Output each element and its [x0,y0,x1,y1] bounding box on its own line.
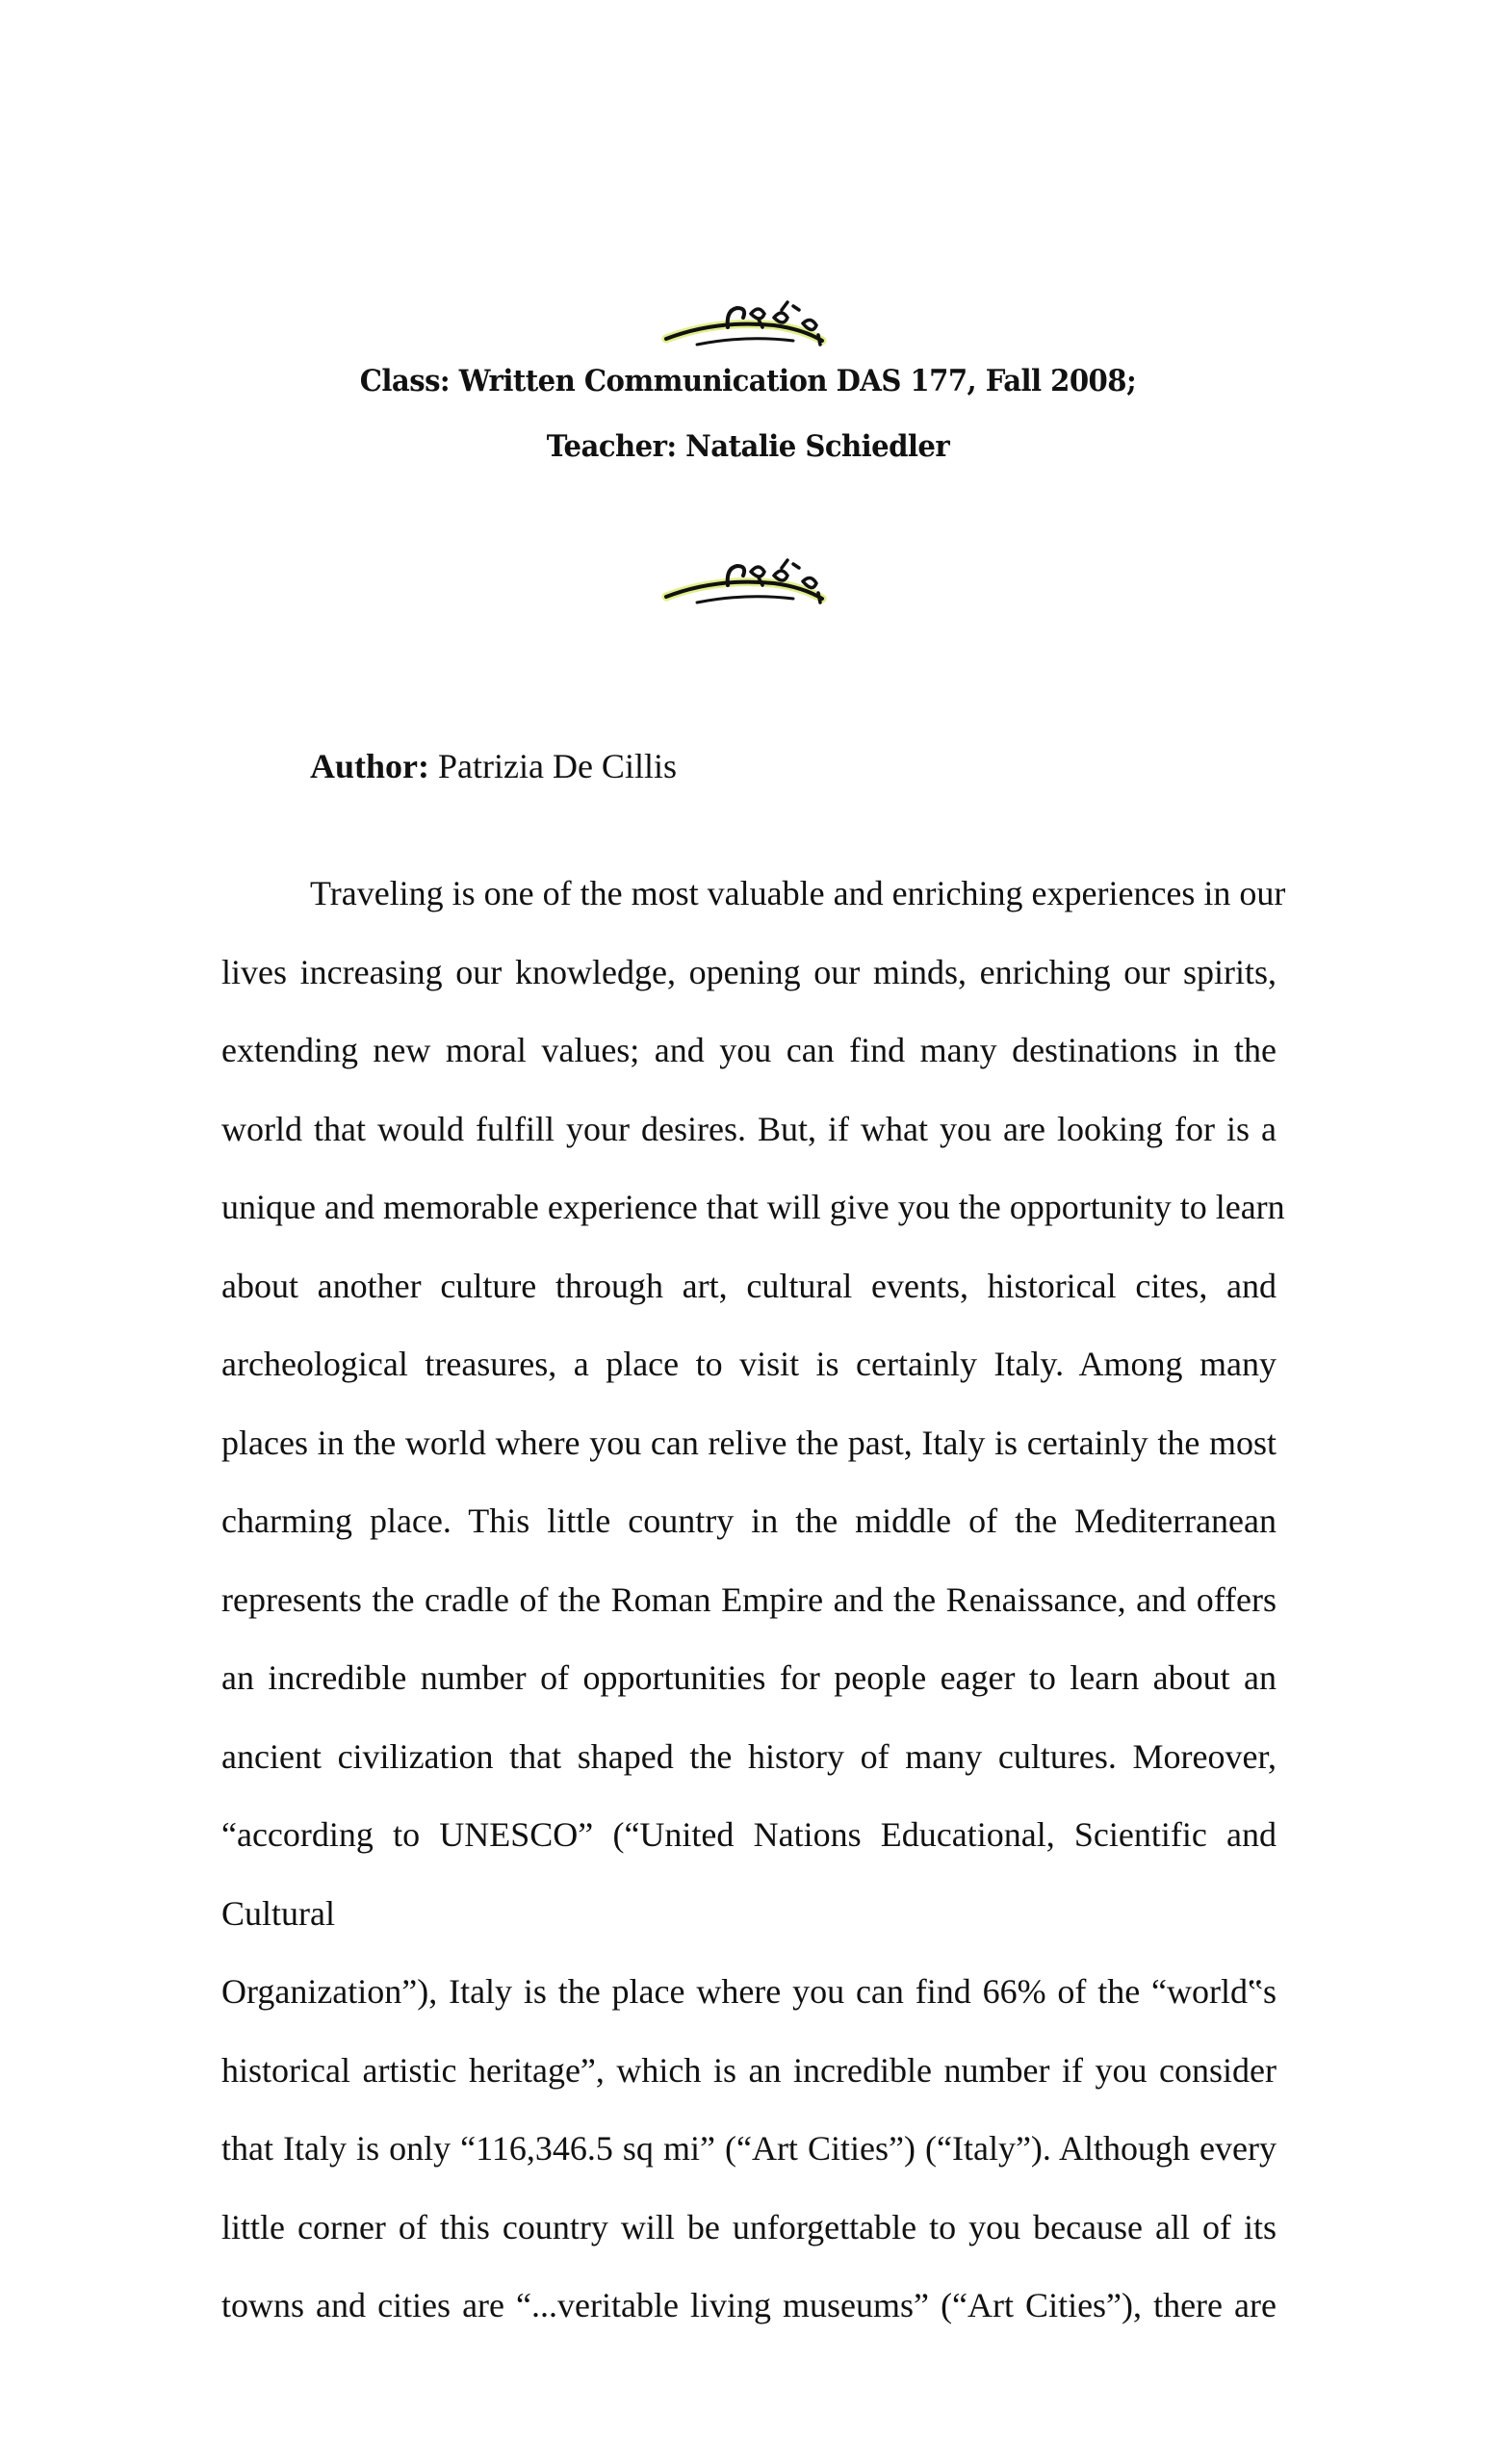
body-line: ancient civilization that shaped the history of many cultures. Moreover, [221,1737,1277,1776]
body-line: Traveling is one of the most valuable and enriching experiences in our [310,874,1286,912]
body-line: charming place. This little country in the middle of the Mediterranean [221,1502,1277,1540]
body-line: Cultural [221,1894,335,1933]
body-line: an incredible number of opportunities for people eager to learn about an [221,1658,1277,1697]
author-label: Author: [310,747,429,785]
decorative-flourish-icon [658,549,841,616]
class-heading: Class: Written Communication DAS 177, Fall 2008; [359,364,1137,398]
body-line: lives increasing our knowledge, opening our minds, enriching our spirits, [221,953,1277,991]
body-line: towns and cities are “...veritable living museums” (“Art Cities”), there are [221,2286,1277,2324]
body-line: about another culture through art, cultural events, historical cites, and [221,1267,1277,1305]
body-line: places in the world where you can relive the past, Italy is certainly the most [221,1424,1277,1462]
body-line: world that would fulfill your desires. But, if what you are looking for is a [221,1110,1277,1148]
body-line: extending new moral values; and you can find many destinations in the [221,1031,1277,1069]
body-line: historical artistic heritage”, which is an incredible number if you consider [221,2051,1277,2090]
body-line: archeological treasures, a place to visit is certainly Italy. Among many [221,1345,1277,1383]
body-line: unique and memorable experience that will give you the opportunity to learn [221,1188,1285,1226]
body-line: represents the cradle of the Roman Empire and the Renaissance, and offers [221,1580,1277,1619]
body-line: “according to UNESCO” (“United Nations Educational, Scientific and [221,1815,1277,1854]
teacher-heading: Teacher: Natalie Schiedler [546,429,950,464]
body-line: that Italy is only “116,346.5 sq mi” (“Art Cities”) (“Italy”). Although every [221,2129,1277,2168]
body-line: little corner of this country will be unforgettable to you because all of its [221,2208,1277,2246]
author-name: Patrizia De Cillis [438,747,677,785]
body-line: Organization”), Italy is the place where you can find 66% of the “world‟s [221,1972,1277,2011]
author-line [310,746,677,786]
decorative-flourish-icon [658,291,841,358]
